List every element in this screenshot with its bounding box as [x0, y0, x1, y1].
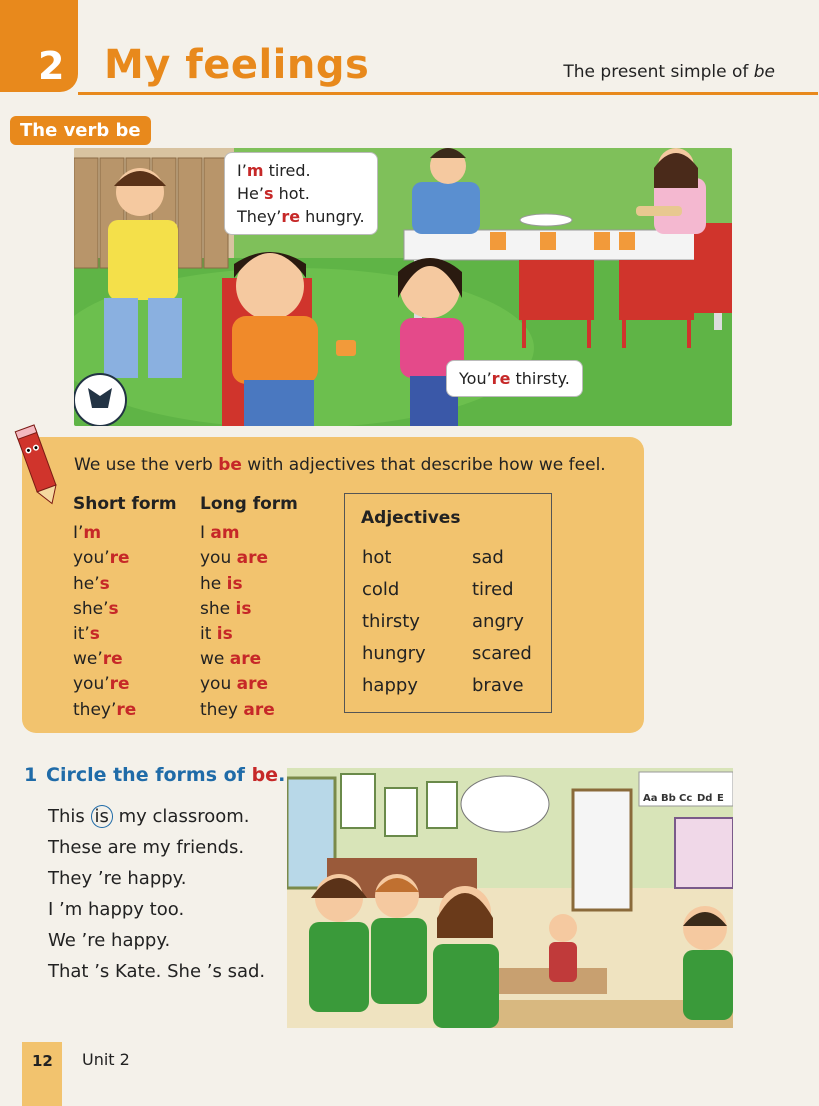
circled-answer: is	[91, 805, 113, 828]
intro-text: with adjectives that describe how we feel.	[241, 455, 606, 475]
sentence: They ’re happy.	[48, 868, 187, 889]
form-base: we’	[73, 649, 103, 670]
adjective: angry	[472, 611, 524, 632]
form-ending: re	[116, 699, 137, 720]
speech-bubble-boy	[224, 152, 378, 235]
sentence	[48, 801, 265, 832]
form-ending: s	[108, 598, 119, 619]
form-ending: re	[109, 548, 130, 569]
adjective: tired	[472, 579, 514, 600]
adjective: cold	[362, 579, 400, 600]
section-label: The verb be	[10, 116, 151, 145]
alphabet-letter: Cc	[679, 793, 693, 804]
sentence: These are my friends.	[48, 837, 245, 858]
short-form-row	[73, 572, 177, 597]
subtitle-term: be	[753, 62, 775, 82]
pencil-mascot-icon	[14, 422, 62, 512]
long-form-row	[200, 597, 298, 622]
exercise-sentences	[48, 801, 265, 987]
form-verb: is	[235, 598, 252, 619]
form-ending: s	[99, 573, 110, 594]
alphabet-letter: Dd	[697, 793, 713, 804]
long-form-row	[200, 622, 298, 647]
form-verb: are	[243, 699, 275, 720]
form-base: I’	[73, 523, 84, 544]
subtitle-text: The present simple of	[563, 62, 754, 82]
short-form-header: Short form	[73, 494, 177, 514]
bubble-text: He’	[237, 184, 264, 203]
form-base: she’	[73, 598, 109, 619]
form-ending: re	[109, 674, 130, 695]
bubble-line	[237, 159, 365, 182]
adjective: hot	[362, 547, 392, 568]
form-base: he	[200, 573, 227, 594]
classroom-illustration	[287, 768, 733, 1028]
adjective: scared	[472, 643, 532, 664]
adjective: brave	[472, 675, 524, 696]
exercise-title	[46, 764, 285, 786]
sentence-text: This	[48, 806, 91, 827]
unit-label: Unit 2	[82, 1050, 130, 1069]
bubble-text: You’	[459, 369, 492, 388]
bubble-text: thirsty.	[510, 369, 570, 388]
form-base: you’	[73, 548, 110, 569]
form-base: I	[200, 523, 211, 544]
sentence: We ’re happy.	[48, 930, 171, 951]
long-form-row	[200, 647, 298, 672]
form-base: they’	[73, 699, 117, 720]
adjective: sad	[472, 547, 504, 568]
form-ending: re	[102, 649, 123, 670]
short-form-row	[73, 672, 177, 697]
form-base: she	[200, 598, 236, 619]
long-form-row	[200, 521, 298, 546]
sentence: That ’s Kate. She ’s sad.	[48, 961, 266, 982]
form-ending: s	[89, 624, 100, 645]
short-form-row	[73, 622, 177, 647]
unit-number: 2	[38, 44, 65, 88]
form-base: it’	[73, 624, 90, 645]
page-subtitle	[563, 62, 775, 82]
long-form-row	[200, 572, 298, 597]
short-form-row	[73, 521, 177, 546]
garden-scene-art	[74, 148, 732, 426]
long-form-row	[200, 698, 298, 723]
bubble-text: They’	[237, 207, 282, 226]
sentence-text: my classroom.	[112, 806, 250, 827]
sentence: I ’m happy too.	[48, 899, 185, 920]
form-base: you	[200, 674, 237, 695]
exercise-title-verb: be	[251, 764, 279, 786]
classroom-scene-art	[287, 768, 733, 1028]
form-verb: are	[236, 674, 269, 695]
bubble-verb: re	[491, 369, 511, 388]
bubble-line	[237, 182, 365, 205]
intro-text: We use the verb	[74, 455, 219, 475]
alphabet-letter: E	[717, 793, 724, 804]
bubble-verb: s	[263, 184, 274, 203]
adjective: hungry	[362, 643, 426, 664]
long-form-row	[200, 672, 298, 697]
alphabet-letter: Bb	[661, 793, 676, 804]
exercise-number: 1	[24, 764, 38, 786]
short-form-row	[73, 597, 177, 622]
form-base: you’	[73, 674, 110, 695]
bubble-text: hot.	[273, 184, 310, 203]
grammar-intro	[74, 455, 606, 475]
intro-verb: be	[218, 455, 242, 475]
form-base: it	[200, 624, 217, 645]
form-base: they	[200, 699, 244, 720]
adjectives-box	[344, 493, 552, 713]
alphabet-letter: Aa	[643, 793, 658, 804]
page-number: 12	[32, 1052, 53, 1070]
bubble-verb: m	[246, 161, 264, 180]
bubble-verb: re	[281, 207, 301, 226]
exercise-title-text: .	[278, 764, 286, 786]
short-form-row	[73, 647, 177, 672]
bubble-text: tired.	[263, 161, 311, 180]
bubble-line	[237, 205, 365, 228]
form-base: you	[200, 548, 237, 569]
form-ending: m	[83, 523, 102, 544]
long-form-column	[200, 492, 298, 723]
form-verb: are	[236, 548, 269, 569]
form-verb: am	[210, 523, 240, 544]
garden-illustration	[74, 148, 732, 426]
bubble-text: I’	[237, 161, 247, 180]
form-verb: are	[229, 649, 262, 670]
form-verb: is	[226, 573, 243, 594]
exercise-title-text: Circle the forms of	[46, 764, 252, 786]
form-base: we	[200, 649, 230, 670]
adjective: happy	[362, 675, 418, 696]
speech-bubble-girl	[446, 360, 583, 397]
page-title: My feelings	[104, 42, 370, 88]
adjectives-header: Adjectives	[361, 508, 461, 528]
short-form-row	[73, 698, 177, 723]
form-base: he’	[73, 573, 100, 594]
adjective: thirsty	[362, 611, 420, 632]
long-form-header: Long form	[200, 494, 298, 514]
header-rule	[78, 92, 818, 95]
bubble-text: hungry.	[300, 207, 365, 226]
adjectives-column-2	[472, 542, 532, 702]
short-form-column	[73, 492, 177, 723]
adjectives-column-1	[362, 542, 426, 702]
form-verb: is	[216, 624, 233, 645]
long-form-row	[200, 546, 298, 571]
short-form-row	[73, 546, 177, 571]
